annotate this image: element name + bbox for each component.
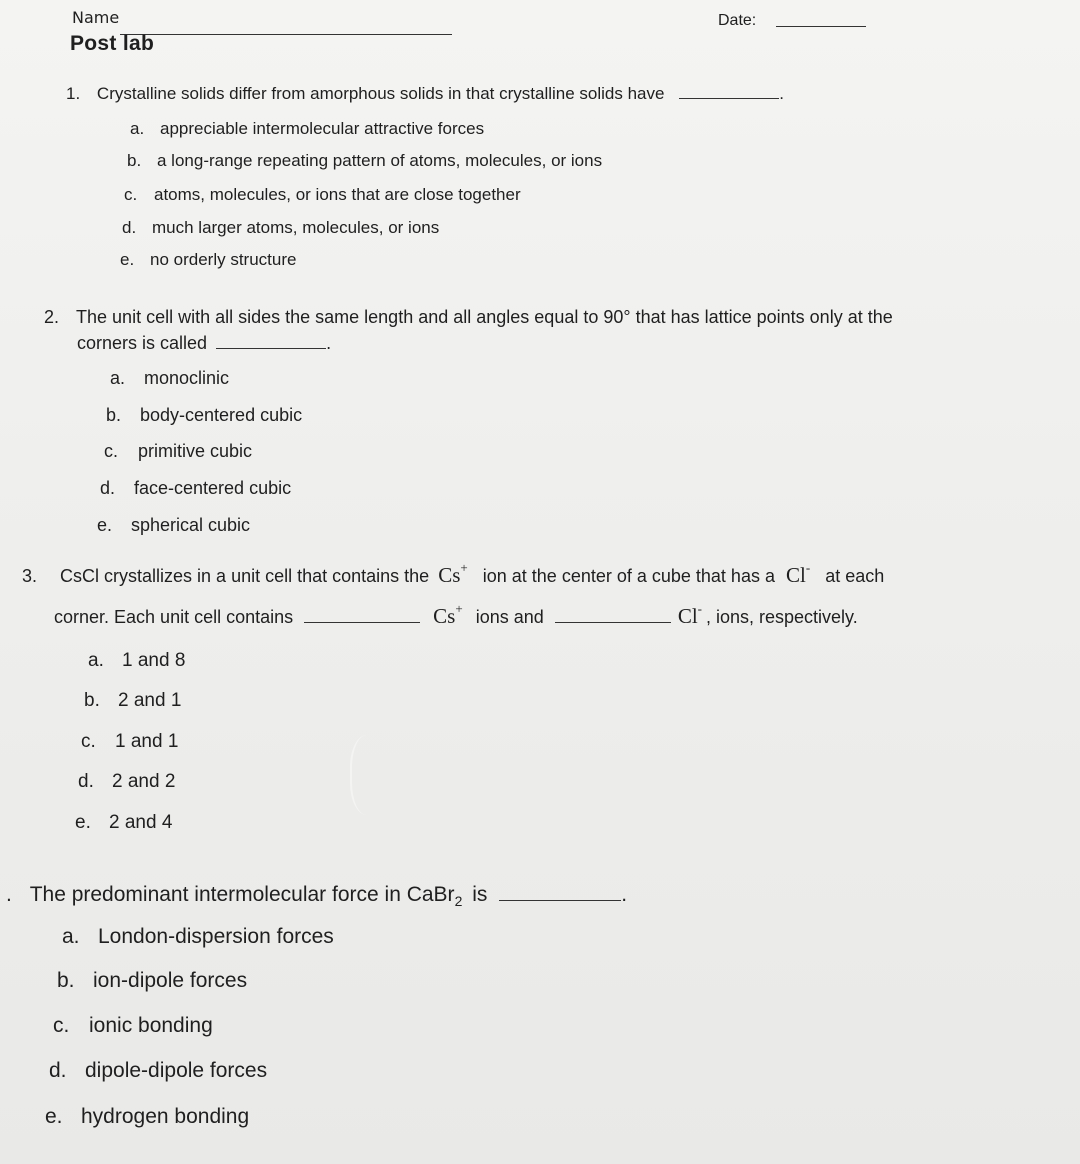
ion-symbol: Cl [785,563,806,587]
q1-option-d [122,218,439,238]
option-text: no orderly structure [150,250,297,269]
option-text: dipole-dipole forces [85,1059,268,1082]
ion-charge: - [805,560,811,575]
cs-ion [433,601,463,628]
option-text: monoclinic [144,368,230,388]
answer-blank [679,84,779,99]
q3-option-d [78,771,175,793]
ion-symbol: Cs [433,604,456,628]
q2-option-c [104,441,252,462]
question-2-line2 [77,333,331,354]
option-letter: d. [49,1059,67,1082]
option-letter: e. [97,515,113,535]
date-label: Date: [718,12,757,29]
name-label: Name [72,8,120,27]
cl-ion [785,560,811,587]
option-letter: b. [84,690,100,711]
option-letter: b. [106,405,122,425]
question-text: The unit cell with all sides the same length and all angles equal to 90° that has lattice points only at the [76,307,893,327]
q2-option-d [100,478,291,499]
option-text: ionic bonding [89,1014,213,1037]
option-text: appreciable intermolecular attractive forces [160,119,485,138]
option-letter: a. [88,650,104,671]
question-text: corner. Each unit cell contains [54,607,294,627]
period: . [779,84,784,103]
q4-option-e [45,1105,249,1129]
option-text: 1 and 1 [115,731,179,752]
option-text: 2 and 1 [118,690,182,711]
option-letter: c. [104,441,119,461]
date-blank [776,26,866,27]
option-letter: b. [127,151,142,170]
q1-option-c [124,185,521,205]
option-text: ion-dipole forces [93,969,248,992]
q4-option-c [53,1014,213,1038]
option-text: body-centered cubic [140,405,303,425]
option-letter: a. [110,368,126,388]
q3-option-c [81,731,178,753]
question-text: Crystalline solids differ from amorphous solids in that crystalline solids have [96,84,665,103]
option-letter: d. [122,218,137,237]
question-number: 1. [66,84,81,103]
q2-option-e [97,515,250,536]
question-3-line2 [54,603,858,629]
question-text: The predominant intermolecular force in CaBr [29,883,455,906]
option-letter: b. [57,969,75,992]
option-letter: a. [62,925,80,948]
option-letter: c. [124,185,138,204]
q3-option-a [88,650,185,672]
answer-blank [216,334,326,349]
ion-symbol: Cl [677,604,698,628]
period: . [621,883,628,906]
question-number: 2. [44,307,60,327]
cs-ion [438,560,468,587]
question-4 [6,882,627,909]
option-text: hydrogen bonding [81,1105,250,1128]
question-text: ion at the center of a cube that has a [482,566,775,586]
question-number: 3. [22,566,38,586]
ion-charge: - [697,601,702,616]
option-letter: c. [53,1014,70,1037]
subscript: 2 [454,893,463,910]
answer-blank [499,882,621,901]
question-2 [44,307,893,328]
answer-blank-1 [304,608,420,623]
paper-crease [350,735,392,815]
option-letter: d. [100,478,116,498]
option-letter: e. [45,1105,63,1128]
option-text: much larger atoms, molecules, or ions [152,218,440,237]
question-text: corners is called [77,333,208,353]
option-text: 2 and 4 [109,812,173,833]
answer-blank-2 [555,608,671,623]
q3-option-b [84,690,181,712]
q4-option-d [49,1059,267,1083]
option-text: spherical cubic [131,515,251,535]
q1-option-a [130,119,484,139]
q4-option-b [57,969,247,993]
q2-option-b [106,405,302,426]
option-letter: c. [81,731,96,752]
cl-ion [677,601,702,628]
ion-charge: + [460,560,468,575]
option-letter: d. [78,771,94,792]
option-letter: e. [75,812,91,833]
question-1 [66,84,784,104]
q3-option-e [75,812,172,834]
option-text: London-dispersion forces [98,925,334,948]
ion-symbol: Cs [438,563,461,587]
option-letter: a. [130,119,145,138]
question-number: . [6,883,12,906]
question-text: at each [825,566,885,586]
name-blank [120,34,452,35]
option-letter: e. [120,250,135,269]
q1-option-e [120,250,296,270]
question-text: , ions, respectively. [706,607,858,627]
period: . [326,333,332,353]
option-text: 2 and 2 [112,771,176,792]
question-text: ions and [475,607,544,627]
option-text: primitive cubic [138,441,253,461]
ion-charge: + [455,601,463,616]
question-text: is [472,883,488,906]
page-title: Post lab [70,32,155,55]
option-text: face-centered cubic [134,478,292,498]
q4-option-a [62,925,334,949]
option-text: 1 and 8 [122,650,186,671]
question-text: CsCl crystallizes in a unit cell that contains the [60,566,430,586]
q2-option-a [110,368,229,389]
question-3 [22,562,884,588]
option-text: a long-range repeating pattern of atoms, molecules, or ions [157,151,603,170]
option-text: atoms, molecules, or ions that are close together [154,185,521,204]
q1-option-b [127,151,602,171]
